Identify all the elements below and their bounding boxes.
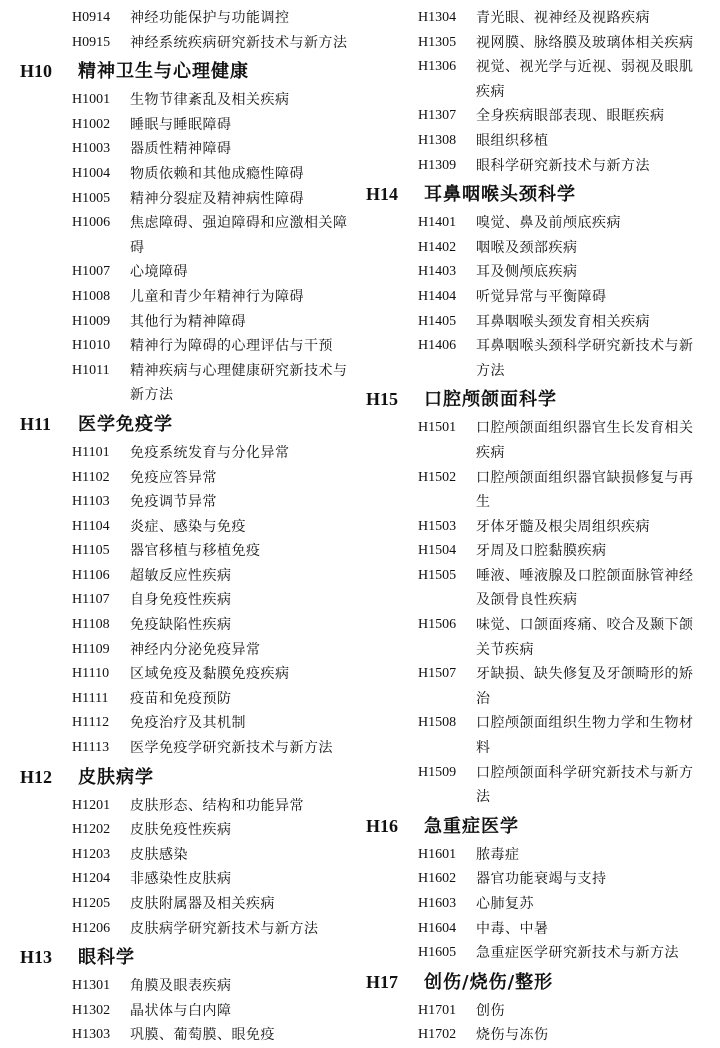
item-code: H1011	[72, 362, 110, 378]
list-item	[366, 55, 706, 104]
list-item	[366, 867, 706, 892]
item-code: H1602	[418, 871, 457, 887]
section-title: 耳鼻咽喉头颈科学	[424, 184, 576, 206]
section-title: 急重症医学	[424, 815, 519, 837]
list-item	[20, 211, 360, 260]
item-text: 免疫治疗及其机制	[130, 715, 246, 732]
section-header-h10	[20, 55, 360, 88]
section-header-h15	[366, 383, 706, 416]
list-item	[366, 260, 706, 285]
item-text: 中毒、中暑	[476, 920, 549, 937]
item-code: H1501	[418, 420, 457, 436]
item-text: 皮肤附属器及相关疾病	[130, 896, 275, 912]
list-item	[20, 867, 360, 892]
item-code: H0915	[72, 34, 111, 50]
list-item	[366, 613, 706, 662]
item-code: H1111	[72, 690, 109, 706]
item-code: H1205	[72, 896, 111, 911]
item-code: H1304	[418, 10, 457, 25]
section-title: 眼科学	[78, 947, 135, 969]
section-title: 精神卫生与心理健康	[78, 61, 249, 83]
item-text: 眼科学研究新技术与新方法	[476, 157, 650, 174]
list-item	[366, 761, 706, 810]
list-item	[20, 441, 360, 466]
item-text: 急重症医学研究新技术与新方法	[476, 945, 679, 962]
item-text: 自身免疫性疾病	[130, 592, 232, 609]
list-item	[366, 285, 706, 310]
item-text: 精神疾病与心理健康研究新技术与新方法	[130, 362, 348, 404]
item-text: 皮肤免疫性疾病	[130, 822, 232, 839]
section-header-h17	[366, 966, 706, 999]
item-code: H1605	[418, 945, 457, 961]
list-item	[366, 515, 706, 540]
item-text: 免疫系统发育与分化异常	[130, 444, 290, 461]
item-code: H1005	[72, 190, 111, 206]
list-item	[366, 236, 706, 261]
item-text: 医学免疫学研究新技术与新方法	[130, 740, 333, 757]
item-code: H1504	[418, 543, 457, 559]
list-item	[20, 137, 360, 162]
section-code: H11	[20, 413, 52, 434]
list-item	[20, 359, 360, 408]
item-code: H1507	[418, 666, 457, 682]
list-item	[20, 113, 360, 138]
item-text: 神经内分泌免疫异常	[130, 641, 261, 658]
item-code: H1506	[418, 617, 457, 633]
item-code: H1405	[418, 313, 457, 329]
list-item	[366, 892, 706, 917]
item-code: H1305	[418, 34, 457, 50]
item-code: H1508	[418, 715, 457, 731]
list-item	[20, 917, 360, 942]
item-code: H1109	[72, 641, 110, 657]
list-item	[20, 88, 360, 113]
item-code: H1105	[72, 543, 110, 559]
item-text: 器质性精神障碍	[130, 141, 232, 158]
item-code: H1102	[72, 469, 110, 485]
item-code: H1702	[418, 1027, 457, 1043]
left-column	[20, 6, 360, 1048]
section-code: H10	[20, 61, 53, 82]
list-item	[20, 466, 360, 491]
list-item	[366, 662, 706, 711]
list-item	[20, 588, 360, 613]
item-code: H1404	[418, 288, 457, 304]
item-text: 心境障碍	[130, 264, 188, 281]
item-text: 口腔颅颌面组织器官缺损修复与再生	[476, 469, 694, 511]
item-code: H1009	[72, 313, 111, 329]
list-item	[366, 129, 706, 154]
list-item	[366, 31, 706, 56]
item-text: 皮肤感染	[130, 846, 188, 863]
list-item	[366, 917, 706, 942]
item-code: H1406	[418, 338, 457, 354]
item-text: 角膜及眼表疾病	[130, 978, 232, 995]
item-code: H1001	[72, 92, 111, 108]
list-item	[366, 711, 706, 760]
list-item	[20, 1023, 360, 1048]
list-item	[20, 285, 360, 310]
section-header-h16	[366, 810, 706, 843]
list-item	[366, 6, 706, 31]
section-title: 口腔颅颌面科学	[424, 389, 557, 411]
item-text: 口腔颅颌面科学研究新技术与新方法	[476, 764, 694, 806]
list-item	[366, 466, 706, 515]
list-item	[366, 334, 706, 383]
section-code: H13	[20, 947, 53, 968]
item-text: 心肺复苏	[476, 896, 534, 912]
item-code: H1002	[72, 116, 111, 132]
list-item	[20, 162, 360, 187]
item-code: H1113	[72, 740, 110, 756]
list-item	[20, 818, 360, 843]
item-code: H1308	[418, 132, 457, 148]
section-header-h13	[20, 941, 360, 974]
item-text: 超敏反应性疾病	[130, 567, 232, 584]
item-code: H1108	[72, 617, 110, 633]
item-text: 耳鼻咽喉头颈发育相关疾病	[476, 313, 650, 330]
section-header-h14	[366, 178, 706, 211]
list-item	[366, 1023, 706, 1048]
list-item	[20, 187, 360, 212]
item-code: H1204	[72, 871, 111, 887]
item-code: H1509	[418, 764, 457, 780]
item-code: H1303	[72, 1027, 111, 1043]
item-text: 口腔颅颌面组织器官生长发育相关疾病	[476, 420, 694, 461]
item-code: H1604	[418, 920, 457, 936]
item-text: 全身疾病眼部表现、眼眶疾病	[476, 108, 665, 125]
section-code: H17	[366, 971, 399, 992]
item-text: 精神分裂症及精神病性障碍	[130, 190, 304, 207]
list-item	[20, 515, 360, 540]
item-text: 视觉、视光学与近视、弱视及眼肌疾病	[476, 59, 694, 100]
item-code: H1202	[72, 822, 111, 838]
item-text: 疫苗和免疫预防	[130, 690, 232, 707]
section-header-h12	[20, 761, 360, 794]
item-text: 唾液、唾液腺及口腔颌面脉管神经及颌骨良性疾病	[476, 567, 694, 609]
list-item	[366, 211, 706, 236]
list-item	[20, 662, 360, 687]
item-text: 皮肤病学研究新技术与新方法	[130, 920, 319, 937]
list-item	[366, 416, 706, 465]
list-item	[20, 490, 360, 515]
item-code: H1112	[72, 715, 110, 731]
item-text: 神经系统疾病研究新技术与新方法	[130, 34, 348, 51]
item-code: H0914	[72, 10, 111, 25]
section-header-h11	[20, 408, 360, 441]
item-text: 脓毒症	[476, 846, 520, 863]
list-item	[20, 638, 360, 663]
item-code: H1007	[72, 264, 111, 280]
item-text: 耳鼻咽喉头颈科学研究新技术与新方法	[476, 338, 694, 379]
list-item	[366, 154, 706, 179]
list-item	[366, 941, 706, 966]
item-code: H1401	[418, 215, 457, 231]
item-text: 区域免疫及黏膜免疫疾病	[130, 666, 290, 683]
item-text: 器官移植与移植免疫	[130, 543, 261, 560]
item-text: 儿童和青少年精神行为障碍	[130, 288, 304, 305]
list-item	[366, 564, 706, 613]
list-item	[20, 539, 360, 564]
list-item	[366, 539, 706, 564]
list-item	[366, 104, 706, 129]
item-text: 烧伤与冻伤	[476, 1027, 549, 1044]
section-title: 创伤/烧伤/整形	[424, 971, 554, 993]
list-item	[20, 31, 360, 56]
list-item	[20, 892, 360, 917]
item-code: H1003	[72, 141, 111, 157]
list-item	[20, 711, 360, 736]
section-code: H16	[366, 815, 399, 836]
item-code: H1008	[72, 288, 111, 304]
item-code: H1503	[418, 518, 457, 534]
item-text: 器官功能衰竭与支持	[476, 871, 607, 888]
right-column	[366, 6, 706, 1048]
item-code: H1006	[72, 215, 111, 231]
item-code: H1201	[72, 797, 111, 813]
list-item	[20, 736, 360, 761]
item-code: H1601	[418, 846, 457, 862]
item-text: 牙体牙髓及根尖周组织疾病	[476, 518, 650, 535]
item-text: 免疫缺陷性疾病	[130, 617, 232, 634]
item-code: H1104	[72, 518, 110, 534]
item-code: H1107	[72, 592, 110, 608]
item-code: H1701	[418, 1002, 457, 1018]
item-code: H1004	[72, 165, 111, 181]
item-text: 创伤	[476, 1002, 505, 1019]
item-text: 焦虑障碍、强迫障碍和应激相关障碍	[130, 215, 348, 256]
item-code: H1206	[72, 920, 111, 936]
item-text: 牙周及口腔黏膜疾病	[476, 543, 607, 560]
item-code: H1110	[72, 666, 110, 682]
item-text: 味觉、口颌面疼痛、咬合及颞下颌关节疾病	[476, 617, 694, 658]
item-code: H1010	[72, 338, 111, 354]
item-text: 免疫调节异常	[130, 494, 217, 511]
item-text: 咽喉及颈部疾病	[476, 239, 578, 256]
item-text: 口腔颅颌面组织生物力学和生物材料	[476, 715, 694, 757]
item-text: 巩膜、葡萄膜、眼免疫	[130, 1027, 275, 1044]
item-code: H1309	[418, 157, 457, 173]
item-text: 耳及侧颅底疾病	[476, 264, 578, 281]
item-text: 其他行为精神障碍	[130, 313, 246, 330]
item-code: H1502	[418, 469, 457, 485]
item-text: 皮肤形态、结构和功能异常	[130, 797, 304, 814]
list-item	[20, 794, 360, 819]
item-text: 神经功能保护与功能调控	[130, 10, 290, 26]
item-text: 生物节律紊乱及相关疾病	[130, 92, 290, 109]
list-item	[20, 613, 360, 638]
list-item	[20, 334, 360, 359]
list-item	[20, 6, 360, 31]
item-text: 免疫应答异常	[130, 469, 217, 486]
item-code: H1603	[418, 896, 457, 911]
list-item	[20, 999, 360, 1024]
item-text: 听觉异常与平衡障碍	[476, 288, 607, 305]
list-item	[366, 843, 706, 868]
section-code: H12	[20, 766, 53, 787]
item-text: 非感染性皮肤病	[130, 871, 232, 888]
item-text: 物质依赖和其他成瘾性障碍	[130, 165, 304, 182]
item-text: 视网膜、脉络膜及玻璃体相关疾病	[476, 34, 694, 51]
item-text: 睡眠与睡眠障碍	[130, 116, 232, 133]
list-item	[20, 564, 360, 589]
item-code: H1307	[418, 108, 457, 124]
section-code: H14	[366, 184, 399, 205]
item-text: 晶状体与白内障	[130, 1002, 232, 1019]
item-code: H1106	[72, 567, 110, 583]
item-text: 炎症、感染与免疫	[130, 518, 246, 535]
item-text: 精神行为障碍的心理评估与干预	[130, 338, 333, 355]
item-code: H1505	[418, 567, 457, 583]
section-code: H15	[366, 389, 399, 410]
item-code: H1203	[72, 846, 111, 862]
item-text: 眼组织移植	[476, 132, 549, 149]
item-text: 嗅觉、鼻及前颅底疾病	[476, 215, 621, 232]
list-item	[20, 260, 360, 285]
list-item	[366, 310, 706, 335]
item-code: H1302	[72, 1002, 111, 1018]
item-text: 牙缺损、缺失修复及牙颌畸形的矫治	[476, 666, 694, 707]
list-item	[20, 687, 360, 712]
item-code: H1103	[72, 494, 110, 510]
item-code: H1402	[418, 239, 457, 255]
list-item	[20, 843, 360, 868]
item-code: H1101	[72, 444, 110, 460]
item-code: H1306	[418, 59, 457, 75]
list-item	[366, 999, 706, 1024]
list-item	[20, 310, 360, 335]
section-title: 医学免疫学	[78, 413, 173, 435]
item-text: 青光眼、视神经及视路疾病	[476, 10, 650, 26]
list-item	[20, 974, 360, 999]
section-title: 皮肤病学	[78, 766, 154, 788]
item-code: H1301	[72, 978, 111, 994]
item-code: H1403	[418, 264, 457, 280]
